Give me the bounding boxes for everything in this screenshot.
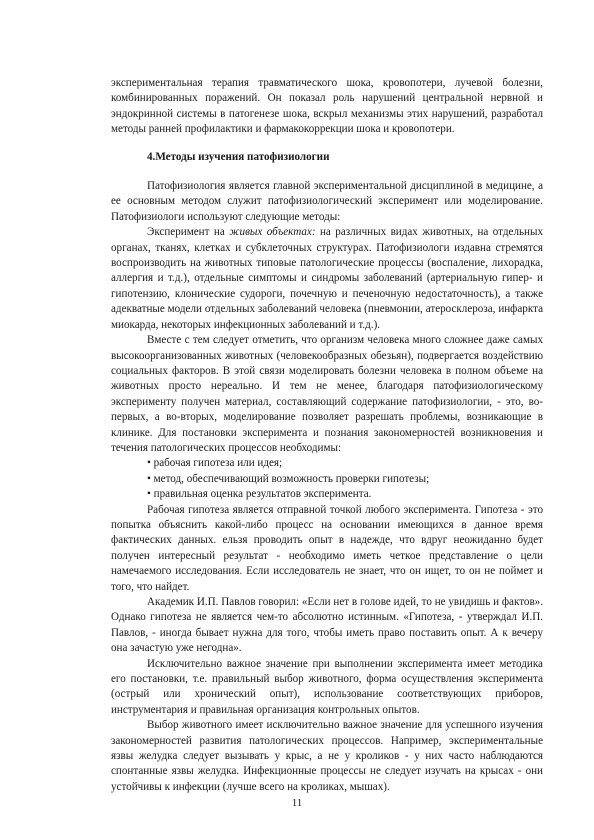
paragraph-lead: Эксперимент на [147, 226, 230, 239]
bullet-item: • правильная оценка результатов эксперимента. [147, 488, 372, 501]
paragraph-methodology: Исключительно важное значение при выполнении эксперимента имеет методика его постановки, т.е. правильный выбор животного, форма осуществления эксперимента (острый или хронический опыт), использование соответствующих приборов, инструментария и правильная организация контрольных опытов. [111, 657, 543, 716]
paragraph-experiment-living [111, 225, 543, 333]
intro-paragraph: экспериментальная терапия травматического шока, кровопотери, лучевой болезни, комбинированных поражений. Он показал роль нарушений центральной нервной и эндокринной системы в патогенезе шока, вскрыл механизмы этих нарушений, разработал методы ранней профилактики и фармакокоррекции шока и кровопотери. [111, 77, 543, 136]
paragraph-rest: на различных видах животных, на отдельных органах, тканях, клетках и субклеточных структурах. Патофизиологи издавна стремятся воспроизводить на животных типовые патологические процессы (воспаление, лихорадка, аллергия и т.д.), отдельные симптомы и синдромы заболеваний (артериальную гипер- и гипотензию, клонические судороги, почечную и печеночную недостаточность), а также адекватные модели отдельных заболеваний человека (пневмонии, атеросклероза, инфаркта миокарда, некоторых инфекционных заболеваний и т.д.). [111, 226, 543, 331]
paragraph-hypothesis: Рабочая гипотеза является отправной точкой любого эксперимента. Гипотеза - это попытка объяснить какой-либо процесс на основании имеющихся в данное время фактических данных. ельзя проводить опыт в надежде, что вдруг неожиданно будет получен интересный результат - необходимо иметь четкое представление о цели намечаемого исследования. Если исследователь не знает, что он ищет, то он не поймет и того, что найдет. [111, 503, 543, 593]
bullet-item: • метод, обеспечивающий возможность проверки гипотезы; [147, 472, 430, 485]
paragraph-human-complexity: Вместе с тем следует отметить, что организм человека много сложнее даже самых высокоорганизованных животных (человекообразных обезьян), подвергается воздействию социальных факторов. В этой связи моделировать болезни человека в полном объеме на животных просто нереально. И тем не менее, благодаря патофизиологическому эксперименту получен материал, составляющий содержание патофизиологии, - это, во-первых, а во-вторых, моделирование позволяет разрешать проблемы, возникающие в клинике. Для постановки эксперимента и познания закономерностей возникновения и течения патологических процессов необходимы: [111, 334, 543, 454]
paragraph-animal-choice: Выбор животного имеет исключительно важное значение для успешного изучения закономерностей развития патологических процессов. Например, экспериментальные язвы желудка следует вызывать у крыс, а не у кроликов - у них часто наблюдаются спонтанные язвы желудка. Инфекционные процессы не следует изучать на крысах - они устойчивы к инфекции (лучше всего на кроликах, мышах). [111, 719, 543, 793]
page-number: 11 [291, 797, 303, 809]
italic-term: живых объектах: [229, 226, 316, 239]
paragraph-pavlov-quote: Академик И.П. Павлов говорил: «Если нет в голове идей, то не увидишь и фактов». Однако гипотеза не является чем-то абсолютно истинным. «Гипотеза, - утверждал И.П. Павлов, - иногда бывает нужна для того, чтобы иметь право поставить опыт. А к вечеру она зачастую уже негодна». [111, 596, 543, 655]
bullet-item: • рабочая гипотеза или идея; [147, 457, 283, 470]
document-body [111, 76, 543, 795]
section-heading: 4.Методы изучения патофизиологии [147, 150, 330, 163]
paragraph-definition: Патофизиология является главной экспериментальной дисциплиной в медицине, а ее основным методом служит патофизиологический эксперимент или моделирование. Патофизиологи используют следующие методы: [111, 180, 543, 223]
